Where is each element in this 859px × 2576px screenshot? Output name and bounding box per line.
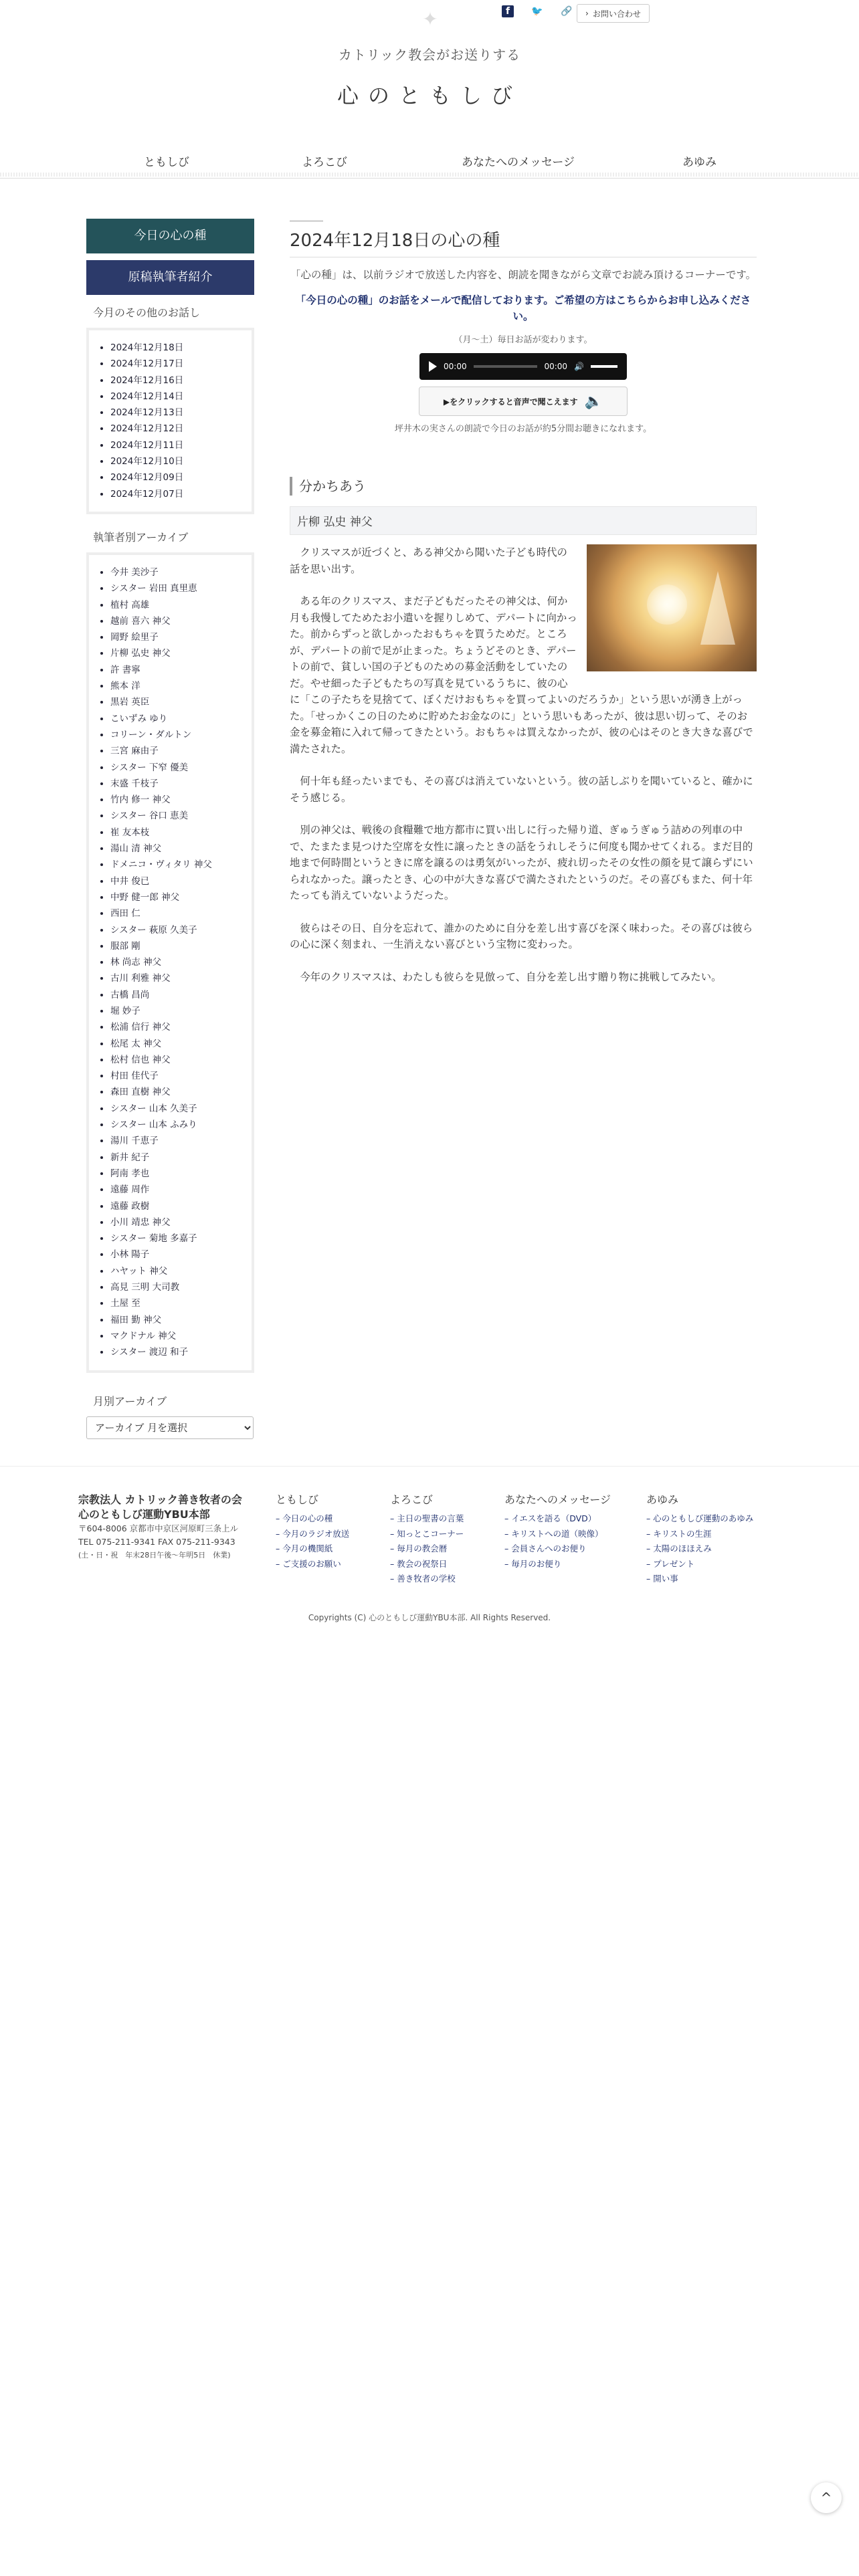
org-name-1: 宗教法人 カトリック善き牧者の会 bbox=[78, 1493, 242, 1506]
section-title: 分かちあう bbox=[290, 477, 757, 496]
footer-link[interactable]: – 開い事 bbox=[646, 1574, 678, 1584]
audio-player bbox=[419, 353, 627, 380]
footer-link[interactable]: – 心のともしび運動のあゆみ bbox=[646, 1513, 754, 1523]
authors-intro-button[interactable]: 原稿執筆者紹介 bbox=[86, 260, 254, 295]
social-links bbox=[502, 5, 573, 17]
author-list-item[interactable]: • シスター 菊地 多嘉子 bbox=[110, 1230, 242, 1247]
author-list-item[interactable]: • 松浦 信行 神父 bbox=[110, 1019, 242, 1035]
footer-link[interactable]: – キリストへの道（映像） bbox=[504, 1528, 603, 1539]
footer-link[interactable]: – 知っとこコーナー bbox=[390, 1528, 464, 1539]
author-list-item[interactable]: • 湯川 千恵子 bbox=[110, 1133, 242, 1149]
author-list-item[interactable]: • 三宮 麻由子 bbox=[110, 743, 242, 759]
volume-icon[interactable]: 🔊 bbox=[574, 362, 584, 371]
author-list-item[interactable]: • 植村 高雄 bbox=[110, 597, 242, 613]
author-list-item[interactable]: • シスター 萩原 久美子 bbox=[110, 922, 242, 938]
footer-col-title: あなたへのメッセージ bbox=[504, 1493, 611, 1506]
nav-item-tomoshibi[interactable]: ともしび bbox=[144, 156, 189, 169]
footer-link[interactable]: – 教会の祝祭日 bbox=[390, 1558, 448, 1569]
link-icon[interactable]: 🔗 bbox=[561, 6, 573, 17]
author-list-item[interactable]: • 松村 信也 神父 bbox=[110, 1052, 242, 1068]
paragraph: 別の神父は、戦後の食糧難で地方都市に買い出しに行った帰り道、ぎゅうぎゅう詰めの列車の中で、たまたま見つけた空席を女性に譲ったときの話をうれしそうに何度も聞かせてくれる。まだ目的地まで何時間というときに席を譲るのは勇気がいったが、疲れ切ったその女性の顔を見て譲らずにいられなかった。譲ったとき、心の中が大きな喜びで満たされたというのだ。その喜びもまた、何十年たっても消えていないようだった。 bbox=[290, 824, 753, 901]
author-list-item[interactable]: • シスター 下窄 優美 bbox=[110, 760, 242, 776]
paragraph: クリスマスが近づくと、ある神父から聞いた子ども時代の話を思い出す。 bbox=[290, 546, 567, 575]
author-list-item[interactable]: • 許 書寧 bbox=[110, 662, 242, 678]
top-bar bbox=[0, 0, 859, 30]
author-list-item[interactable]: • 小林 陽子 bbox=[110, 1247, 242, 1263]
author-list-item[interactable]: • シスター 渡辺 和子 bbox=[110, 1344, 242, 1360]
author-list-item[interactable]: • 遠藤 周作 bbox=[110, 1182, 242, 1198]
site-subtitle: カトリック教会がお送りする bbox=[338, 47, 521, 63]
author-list-item[interactable]: • 熊本 洋 bbox=[110, 678, 242, 694]
footer-link[interactable]: – キリストの生涯 bbox=[646, 1528, 712, 1539]
footer-link[interactable]: – 毎月の教会暦 bbox=[390, 1543, 448, 1553]
author-list-item[interactable]: • 林 尚志 神父 bbox=[110, 954, 242, 970]
contact-label: お問い合わせ bbox=[592, 9, 641, 19]
author-list-item[interactable]: • 片柳 弘史 神父 bbox=[110, 645, 242, 661]
footer-link[interactable]: – 主日の聖書の言葉 bbox=[390, 1513, 464, 1523]
footer-col-tomoshibi bbox=[276, 1493, 349, 1572]
author-list-item[interactable]: • 中井 俊已 bbox=[110, 873, 242, 889]
nav-divider bbox=[0, 173, 859, 177]
footer-link[interactable]: – 今日の心の種 bbox=[276, 1513, 333, 1523]
footer-link[interactable]: – ご支援のお願い bbox=[276, 1558, 341, 1569]
date-list-item[interactable]: • 2024年12月09日 bbox=[110, 469, 242, 486]
date-list-item[interactable]: • 2024年12月11日 bbox=[110, 437, 242, 453]
nav-item-yorokobi[interactable]: よろこび bbox=[302, 156, 347, 169]
author-list-item[interactable]: • 遠藤 政樹 bbox=[110, 1198, 242, 1214]
footer-col-title: あゆみ bbox=[646, 1493, 679, 1506]
author-list-item[interactable]: • 高見 三明 大司教 bbox=[110, 1279, 242, 1295]
sound-button-label: ▶をクリックすると音声で聞こえます bbox=[443, 397, 578, 407]
candle-glow bbox=[647, 584, 687, 625]
candle-photo bbox=[587, 544, 757, 671]
author-list-item[interactable]: • 崔 友本枝 bbox=[110, 825, 242, 841]
org-tel: TEL 075-211-9341 FAX 075-211-9343 bbox=[78, 1537, 235, 1547]
author-list-item[interactable]: • 黒岩 英臣 bbox=[110, 694, 242, 710]
footer-separator bbox=[0, 1466, 859, 1467]
footer-link[interactable]: – 今月の機関紙 bbox=[276, 1543, 333, 1553]
author-list-item[interactable]: • シスター 谷口 恵美 bbox=[110, 808, 242, 824]
star-decoration-icon: ✦ bbox=[422, 8, 438, 30]
author-list-item[interactable]: • 堀 妙子 bbox=[110, 1003, 242, 1019]
author-list-item[interactable]: • 中野 健一郎 神父 bbox=[110, 889, 242, 905]
glass-tree bbox=[700, 571, 735, 645]
paragraph: 今年のクリスマスは、わたしも彼らを見倣って、自分を差し出す贈り物に挑戦してみたい。 bbox=[300, 970, 722, 983]
speaker-icon: 🔈 bbox=[584, 393, 603, 410]
footer-col-title: よろこび bbox=[390, 1493, 434, 1506]
other-talks-heading: 今月のその他のお話し bbox=[93, 306, 201, 319]
date-list-item[interactable]: • 2024年12月14日 bbox=[110, 389, 242, 405]
footer-link[interactable]: – 太陽のほほえみ bbox=[646, 1543, 712, 1553]
footer-col-message bbox=[504, 1493, 611, 1572]
back-to-top-button[interactable] bbox=[811, 2482, 842, 2513]
author-list-item[interactable]: • コリーン・ダルトン bbox=[110, 727, 242, 743]
author-list-item[interactable]: • マクドナル 神父 bbox=[110, 1328, 242, 1344]
author-list-item[interactable]: • 今井 美沙子 bbox=[110, 564, 242, 580]
player-current-time: 00:00 bbox=[444, 362, 467, 371]
author-list bbox=[96, 564, 242, 1361]
org-name-2: 心のともしび運動YBU本部 bbox=[78, 1508, 210, 1521]
audio-progress-bar[interactable] bbox=[474, 365, 538, 368]
monthly-archive-heading: 月別アーカイブ bbox=[93, 1394, 167, 1408]
author-archive-heading: 執筆者別アーカイブ bbox=[93, 530, 189, 544]
date-list bbox=[96, 340, 242, 502]
date-list-item[interactable]: • 2024年12月16日 bbox=[110, 372, 242, 389]
author-list-item[interactable]: • 古川 利雅 神父 bbox=[110, 970, 242, 986]
today-seed-button[interactable]: 今日の心の種 bbox=[86, 219, 254, 253]
site-title[interactable]: 心のともしび bbox=[337, 83, 522, 108]
author-list-item[interactable]: • 松尾 太 神父 bbox=[110, 1036, 242, 1052]
footer-link[interactable]: – 毎月のお便り bbox=[504, 1558, 562, 1569]
nav-item-message[interactable]: あなたへのメッセージ bbox=[462, 156, 575, 169]
footer-col-yorokobi bbox=[390, 1493, 464, 1587]
author-list-item[interactable]: • 福田 勤 神父 bbox=[110, 1312, 242, 1328]
contact-button[interactable] bbox=[577, 4, 650, 23]
author-list-item[interactable]: • 竹内 修一 神父 bbox=[110, 792, 242, 808]
footer-link[interactable]: – イエスを語る（DVD） bbox=[504, 1513, 597, 1523]
paragraph: 彼らはその日、自分を忘れて、誰かのために自分を差し出す喜びを深く味わった。その喜びは彼らの心に深く刻まれ、一生消えない喜びという宝物に変わった。 bbox=[290, 922, 753, 950]
intro-text: 「心の種」は、以前ラジオで放送した内容を、朗読を聞きながら文章でお読み頂けるコーナーです。 bbox=[290, 269, 757, 281]
sound-button[interactable] bbox=[419, 387, 628, 416]
author-list-box bbox=[86, 552, 254, 1373]
copyright: Copyrights (C) 心のともしび運動YBU本部. All Rights Reserved. bbox=[308, 1613, 551, 1622]
org-hours: (土・日・祝 年末28日午後〜年明5日 休業) bbox=[78, 1551, 231, 1560]
date-list-box bbox=[86, 328, 254, 514]
sidebar bbox=[86, 219, 254, 1439]
author-list-item[interactable]: • 末盛 千枝子 bbox=[110, 776, 242, 792]
author-list-item[interactable]: • 湯山 清 神父 bbox=[110, 841, 242, 857]
author-list-item[interactable]: • シスター 山本 久美子 bbox=[110, 1101, 242, 1117]
date-list-item[interactable]: • 2024年12月10日 bbox=[110, 453, 242, 469]
monthly-archive-select[interactable] bbox=[86, 1416, 254, 1439]
volume-slider[interactable] bbox=[591, 365, 617, 368]
twitter-icon[interactable]: 🐦 bbox=[531, 6, 543, 17]
author-list-item[interactable]: • ドメニコ・ヴィタリ 神父 bbox=[110, 857, 242, 873]
author-list-item[interactable]: • 新井 紀子 bbox=[110, 1150, 242, 1166]
date-list-item[interactable]: • 2024年12月18日 bbox=[110, 340, 242, 356]
schedule-note: （月〜土）毎日お話が変わります。 bbox=[454, 335, 593, 345]
player-duration: 00:00 bbox=[544, 362, 568, 371]
author-list-item[interactable]: • 服部 剛 bbox=[110, 938, 242, 954]
author-list-item[interactable]: • ハヤット 神父 bbox=[110, 1263, 242, 1279]
play-icon[interactable] bbox=[429, 361, 437, 372]
chevron-up-icon: ^ bbox=[820, 2490, 832, 2506]
author-list-item[interactable]: • 村田 佳代子 bbox=[110, 1068, 242, 1084]
author-list-item[interactable]: • 西田 仁 bbox=[110, 905, 242, 922]
reading-caption: 坪井木の実さんの朗読で今日のお話が約5分間お聴きになれます。 bbox=[394, 424, 652, 434]
footer-col-title: ともしび bbox=[276, 1493, 319, 1506]
paragraph: ある年のクリスマス、まだ子どもだったその神父は、何か月も我慢してためたお小遣いを握りしめて、デパートに向かった。前からずっと欲しかったおもちゃを買うためだ。ところが、デパートの前で足が止まった。ちょうどそのとき、デパートの前で、貧しい国の子どものための募金活動をしていたのだ。やせ細った子どもたちの写真を見ているうちに、彼の心に「この子たちを見捨てて、ぼくだけおもちゃを買ってよいのだろうか」という思いが湧き上がった。「せっかくこの日のために貯めたお金なのに」という思いもあったが、彼は思い切って、そのお金を募金箱に入れて帰ってきたという。おもちゃは買えなかったが、彼の心はそのとき大きな喜びで満たされた。 bbox=[290, 595, 753, 755]
author-list-item[interactable]: • 土屋 至 bbox=[110, 1295, 242, 1311]
author-list-item[interactable]: • 越前 喜六 神父 bbox=[110, 613, 242, 629]
author-list-item[interactable]: • 森田 直樹 神父 bbox=[110, 1084, 242, 1100]
author-list-item[interactable]: • シスター 岩田 真里恵 bbox=[110, 580, 242, 597]
author-list-item[interactable]: • 阿南 孝也 bbox=[110, 1166, 242, 1182]
footer-link[interactable]: – プレゼント bbox=[646, 1558, 695, 1569]
author-list-item[interactable]: • 岡野 絵里子 bbox=[110, 629, 242, 645]
facebook-icon[interactable]: f bbox=[502, 5, 514, 17]
footer-link[interactable]: – 善き牧者の学校 bbox=[390, 1574, 456, 1584]
date-list-item[interactable]: • 2024年12月13日 bbox=[110, 405, 242, 421]
paragraph: 何十年も経ったいまでも、その喜びは消えていないという。彼の話しぶりを聞いていると、確かにそう感じる。 bbox=[290, 775, 753, 804]
author-name: 片柳 弘史 神父 bbox=[290, 506, 757, 535]
author-list-item[interactable]: • シスター 山本 ふみり bbox=[110, 1117, 242, 1133]
author-list-item[interactable]: • 小川 靖忠 神父 bbox=[110, 1214, 242, 1230]
date-list-item[interactable]: • 2024年12月17日 bbox=[110, 356, 242, 372]
footer-link[interactable]: – 今月のラジオ放送 bbox=[276, 1528, 350, 1539]
article-title: 2024年12月18日の心の種 bbox=[290, 227, 757, 257]
footer-link[interactable]: – 会員さんへのお便り bbox=[504, 1543, 587, 1553]
nav-item-ayumi[interactable]: あゆみ bbox=[682, 156, 717, 169]
article bbox=[290, 221, 757, 1001]
mail-subscribe-link[interactable]: 「今日の心の種」のお話をメールで配信しております。ご希望の方はこちらからお申し込みください。 bbox=[295, 294, 751, 322]
chevron-right-icon: › bbox=[585, 9, 589, 18]
author-list-item[interactable]: • こいずみ ゆり bbox=[110, 711, 242, 727]
date-list-item[interactable]: • 2024年12月12日 bbox=[110, 421, 242, 437]
org-address: 〒604-8006 京都市中京区河原町三条上ル bbox=[78, 1523, 239, 1533]
date-list-item[interactable]: • 2024年12月07日 bbox=[110, 486, 242, 502]
footer-organization bbox=[78, 1493, 259, 1562]
author-list-item[interactable]: • 古橋 昌尚 bbox=[110, 987, 242, 1003]
article-body bbox=[290, 544, 757, 985]
footer-col-ayumi bbox=[646, 1493, 753, 1587]
